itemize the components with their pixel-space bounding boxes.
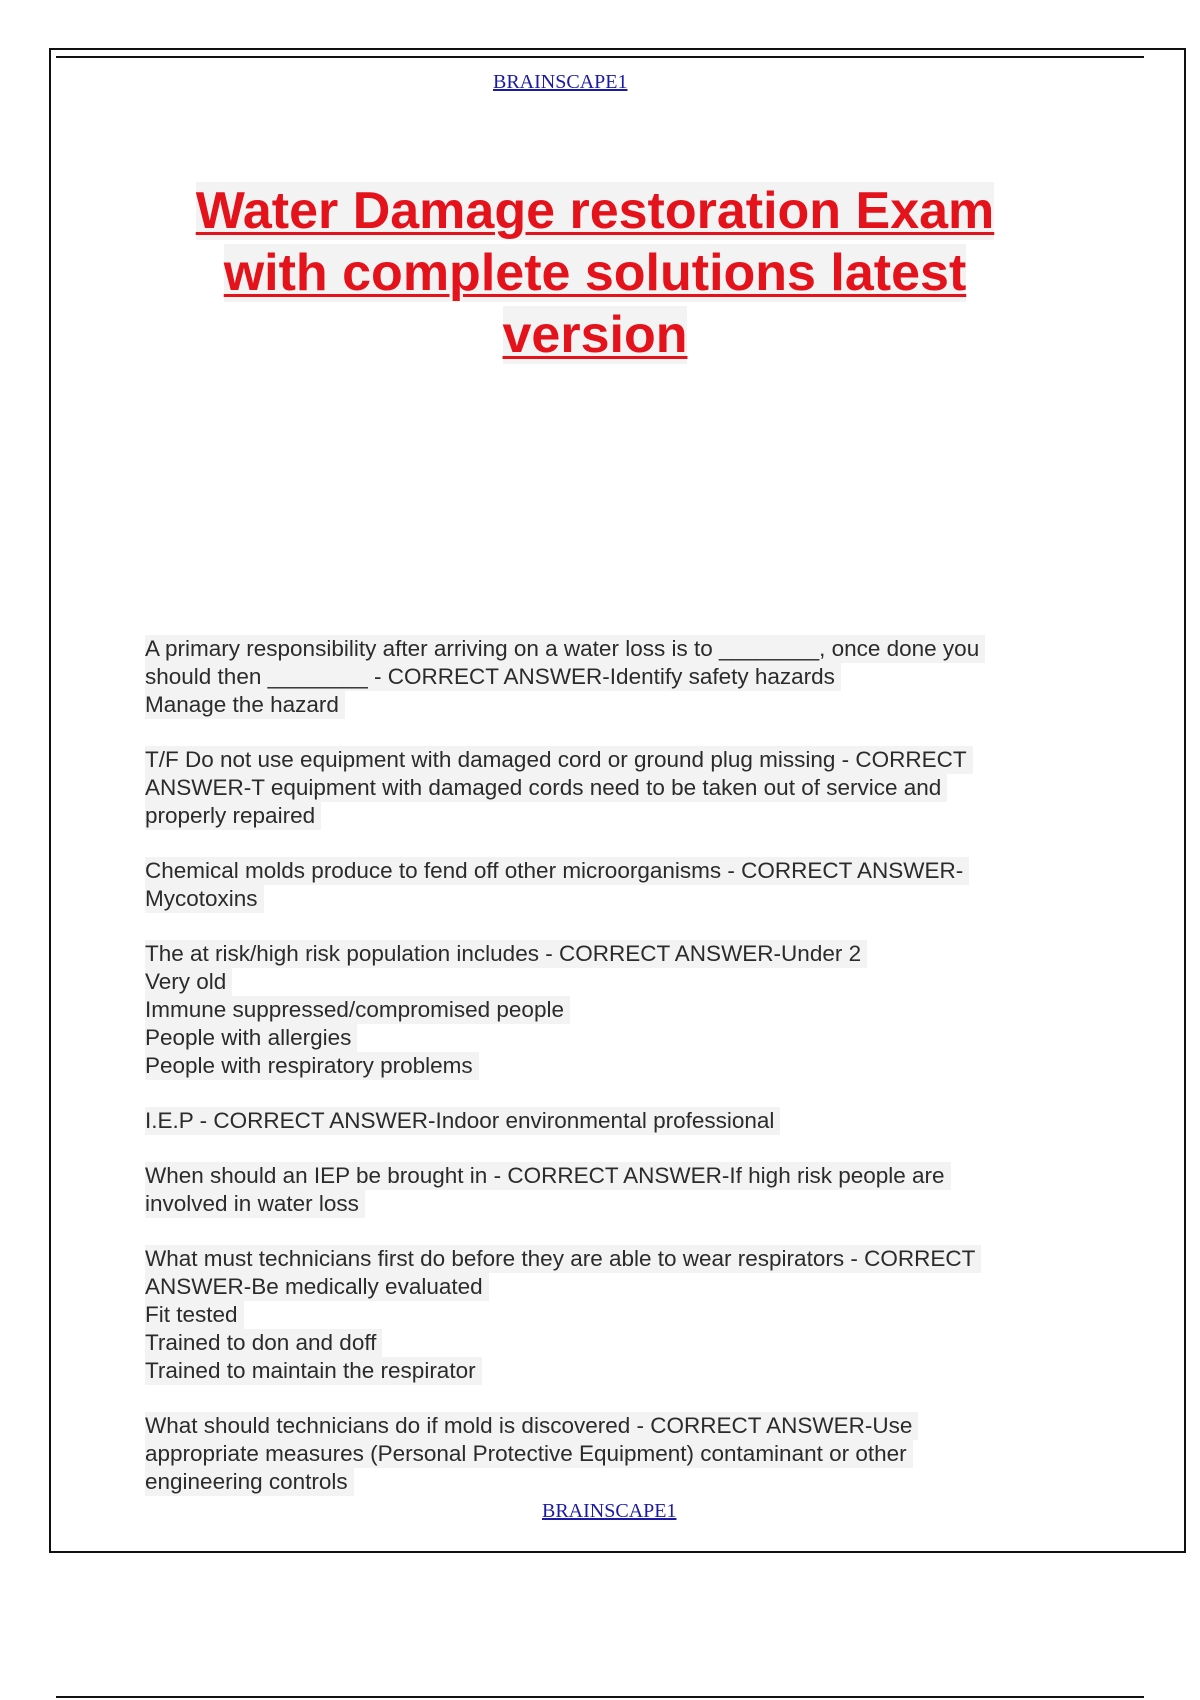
footer-brand-link[interactable]: BRAINSCAPE1: [542, 1500, 677, 1522]
qa-item: [145, 1162, 1045, 1218]
header-brand-link[interactable]: BRAINSCAPE1: [493, 71, 628, 93]
qa-item: [145, 746, 1045, 830]
qa-line: Trained to maintain the respirator: [145, 1357, 482, 1385]
qa-item: [145, 940, 1045, 1080]
qa-line: What should technicians do if mold is discovered - CORRECT ANSWER-Use: [145, 1412, 918, 1440]
qa-line: involved in water loss: [145, 1190, 365, 1218]
qa-line: When should an IEP be brought in - CORRECT ANSWER-If high risk people are: [145, 1162, 951, 1190]
bottom-rule: [56, 1696, 1144, 1698]
qa-line: The at risk/high risk population includes - CORRECT ANSWER-Under 2: [145, 940, 867, 968]
qa-line: ANSWER-T equipment with damaged cords need to be taken out of service and: [145, 774, 947, 802]
qa-line: What must technicians first do before they are able to wear respirators - CORRECT: [145, 1245, 981, 1273]
qa-item: [145, 1245, 1045, 1385]
qa-line: Mycotoxins: [145, 885, 264, 913]
qa-line: Chemical molds produce to fend off other microorganisms - CORRECT ANSWER-: [145, 857, 969, 885]
qa-line: appropriate measures (Personal Protective Equipment) contaminant or other: [145, 1440, 913, 1468]
qa-line: People with respiratory problems: [145, 1052, 479, 1080]
qa-line: Immune suppressed/compromised people: [145, 996, 570, 1024]
title-line: Water Damage restoration Exam: [195, 182, 995, 240]
qa-line: Trained to don and doff: [145, 1329, 382, 1357]
qa-line: T/F Do not use equipment with damaged cord or ground plug missing - CORRECT: [145, 746, 973, 774]
document-title: [150, 180, 1040, 366]
qa-item: [145, 1107, 1045, 1135]
qa-line: ANSWER-Be medically evaluated: [145, 1273, 489, 1301]
title-line: with complete solutions latest: [223, 244, 967, 302]
qa-line: should then ________ - CORRECT ANSWER-Identify safety hazards: [145, 663, 841, 691]
qa-line: Fit tested: [145, 1301, 244, 1329]
qa-line: engineering controls: [145, 1468, 354, 1496]
qa-line: A primary responsibility after arriving on a water loss is to ________, once done you: [145, 635, 985, 663]
qa-item: [145, 857, 1045, 913]
qa-item: [145, 635, 1045, 719]
qa-line: I.E.P - CORRECT ANSWER-Indoor environmental professional: [145, 1107, 780, 1135]
title-line: version: [502, 306, 688, 364]
qa-line: People with allergies: [145, 1024, 357, 1052]
qa-line: Very old: [145, 968, 232, 996]
qa-item: [145, 1412, 1045, 1496]
top-rule: [56, 56, 1144, 58]
qa-list: [145, 635, 1045, 1523]
qa-line: properly repaired: [145, 802, 321, 830]
qa-line: Manage the hazard: [145, 691, 345, 719]
